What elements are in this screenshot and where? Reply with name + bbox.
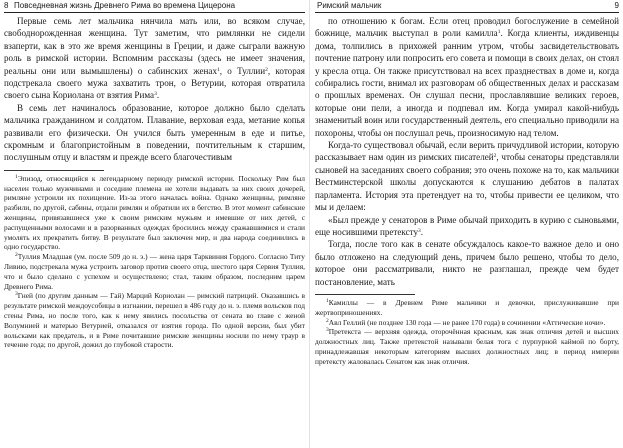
left-footnotes — [4, 174, 305, 350]
footnote-marker: 1 — [15, 173, 18, 180]
footnote-marker: 2 — [265, 66, 268, 73]
paragraph: Когда-то существовал обычай, если верить причудливой истории, которую рассказывает нам один из римских писателей$^2$, чтобы сенаторы представляли сыновей на заседаниях своего собрания; это очень похоже на то, как мальчики Вестминстерской школы допускаются к слушанию дебатов в палатах парламента. История эта претендует на то, чтобы привести ее целиком, что мы и делаем: — [315, 140, 619, 213]
footnote: $^3$Претекста — верхняя одежда, оторочённая красным, как знак отличия детей и высших должностных лиц. Также претекстой называли белая тога с пурпурной каймой по борту, принадлежавшая некоторым категориям высших должностных лиц; в период империи претексту жаловалась Сенатом как знак отличия. — [315, 327, 619, 366]
left-page — [4, 0, 305, 448]
left-main-text — [4, 15, 305, 164]
footnote-marker: 2 — [15, 252, 18, 259]
footnote-marker: 3 — [418, 227, 421, 234]
page-gutter — [309, 0, 310, 448]
paragraph: Первые семь лет мальчика нянчила мать или, во всяком случае, свободнорожденная женщина. Тут заметим, что римлянки не сидели взаперти, как в это же время женщины в Греции, и даже сыграли важную роль в римской истории. Вспомним рассказы (здесь не имеет значения, реальны они или вымышлены) о сабинских женах$^1$, о Туллии$^2$, которая подстрекала своего мужа захватить трон, о Ветурии, которая отвратила своего сына Кориолана от взятия Рима$^3$. — [4, 16, 305, 101]
footnote-marker: 1 — [326, 297, 329, 304]
footnote: $^2$Авл Геллий (не позднее 130 года — не ранее 170 года) в сочинении «Аттические ночи». — [326, 317, 606, 327]
footnote-marker: 3 — [326, 327, 329, 334]
footnote-marker: 2 — [326, 317, 329, 324]
right-main-text — [315, 15, 619, 288]
footnote: $^1$Камиллы — в Древнем Риме мальчики и девочки, прислуживавшие при жертвоприношениях. — [315, 297, 619, 317]
right-page — [315, 0, 619, 448]
paragraph: «Был прежде у сенаторов в Риме обычай приходить в курию с сыновьями, еще носившими претексту$^3$. — [315, 214, 619, 237]
right-page-number: 9 — [614, 1, 619, 10]
footnote-marker: 1 — [217, 66, 220, 73]
footnote-marker: 1 — [497, 29, 501, 36]
left-page-header — [4, 0, 305, 13]
left-running-title: Повседневная жизнь Древнего Рима во времена Цицерона — [14, 1, 236, 10]
paragraph: по отношению к богам. Если отец проводил богослужение в семейной божнице, мальчик выступал в роли камилла$^1$. Когда клиенты, иждивенцы дома, толпились в прихожей ранним утром, чтобы засвидетельствовать почтение патрону или попросить его совета и помощи в своих делах, он стоял у кресла отца. Он также присутствовал на всех празднествах в доме и, когда собирались гости, внимал их разговорам об общественных делах и рассказам о прошлых временах. Он слушал песни, прославлявшие великих героев, которые они пели, а иногда и подпевал им. Когда умирал какой-нибудь знаменитый воин или государственный деятель, его специально приводили на похороны, чтобы он послушал речь, произносимую над телом. — [315, 16, 619, 138]
right-footnotes — [315, 298, 619, 367]
footnote: $^3$Гней (по другим данным — Гай) Марций Кориолан — римский патриций. Оказавшись в результате римской междоусобицы в изгнании, перешел в 486 году до н. э. племя вольсков под стены Рима, но после того, как к нему явились посольства от сената во главе с женой Волумнией и матерью Ветурией, отказался от взятия города. По одной версии, был убит вольсками как предатель, и в Риме почитавшие римские женщины носили по нему траур в течение года; по другой, дожил до глубокой старости. — [4, 291, 305, 350]
footnote-marker: 3 — [15, 291, 18, 298]
footnote-divider — [4, 170, 104, 171]
right-page-header — [315, 0, 619, 13]
footnote: $^2$Туллия Младшая (ум. после 509 до н. э.) — жена царя Тарквиния Гордого. Согласно Титу Ливию, подстрекала мужа устроить заговор против своего отца, шестого царя Сервия Туллия, что и было сделано с успехом и осуществлено; стал, таким образом, последним царем Древнего Рима. — [4, 252, 305, 291]
left-page-number: 8 — [4, 1, 9, 10]
right-running-title: Римский мальчик — [317, 1, 382, 10]
footnote-marker: 2 — [493, 153, 497, 160]
footnote-marker: 3 — [154, 91, 157, 98]
paragraph: Тогда, после того как в сенате обсуждалось какое-то важное дело и оно было отложено на следующий день, причем было решено, чтобы то дело, которое они рассматривали, никто не разглашал, прежде чем будет постановление, мать — [315, 239, 619, 287]
paragraph: В семь лет начиналось образование, которое должно было сделать мальчика гражданином и солдатом. Плавание, верховая езда, метание копья развивали его физически. Он учился быть умеренным в еде и питье, скромным и благопристойным в поведении, почтительным к старшим, послушным отцу и властям и прежде всего благочестивым — [4, 102, 305, 163]
footnote-divider — [315, 294, 415, 295]
footnote: $^1$Эпизод, относящийся к легендарному периоду римской истории. Поскольку Рим был населен только мужчинами и соседние племена не хотели выдавать за них своих дочерей, римляне устроили их похищение. Из-за этого началась война. Однако женщины, римляне разбили, по другой, сабины, отдали римлян и обратили их в бегство. В этот момент сабинские женщины, привязавшиеся уже к своим римским мужьям и имевшие от них детей, с распущенными волосами и в разорванных одеждах бросились между сражавшимися и стали умолять их прекратить битву. В результате был заключен мир, и два народа соединились в одно государство. — [4, 173, 305, 252]
